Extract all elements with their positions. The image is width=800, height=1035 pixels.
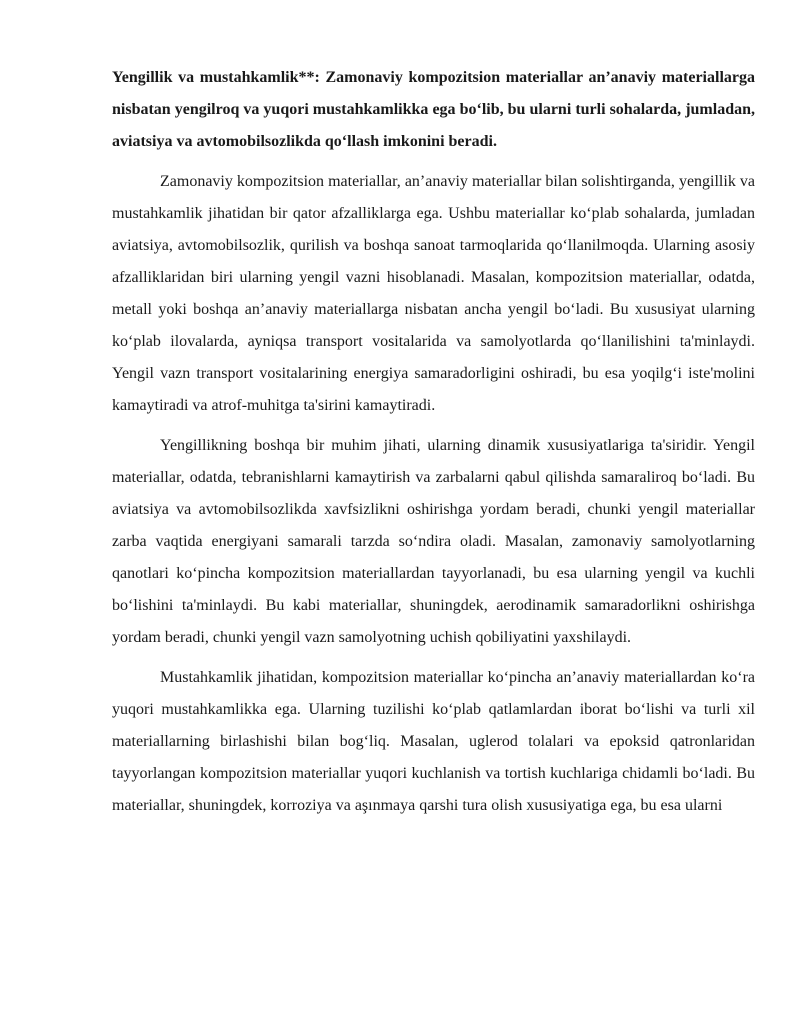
- heading-paragraph: Yengillik va mustahkamlik**: Zamonaviy kompozitsion materiallar an’anaviy materiallarga nisbatan yengilroq va yuqori mustahkamlikka ega bo‘lib, bu ularni turli sohalarda, jumladan, aviatsiya va avtomobilsozlikda qo‘llash imkonini beradi.: [112, 69, 755, 150]
- document-page: [112, 62, 755, 830]
- body-paragraph-3: Mustahkamlik jihatidan, kompozitsion materiallar ko‘pincha an’anaviy materiallardan ko‘ra yuqori mustahkamlikka ega. Ularning tuzilishi ko‘plab qatlamlardan iborat bo‘lishi va turli xil materiallarning birlashishi bilan bog‘liq. Masalan, uglerod tolalari va epoksid qatronlaridan tayyorlangan kompozitsion materiallar yuqori kuchlanish va tortish kuchlariga chidamli bo‘ladi. Bu materiallar, shuningdek, korroziya va aşınmaya qarshi tura olish xususiyatiga ega, bu esa ularni: [112, 669, 755, 814]
- body-paragraph-2: Yengillikning boshqa bir muhim jihati, ularning dinamik xususiyatlariga ta'siridir. Yengil materiallar, odatda, tebranishlarni kamaytirish va zarbalarni qabul qilishda samaraliroq bo‘ladi. Bu aviatsiya va avtomobilsozlikda xavfsizlikni oshirishga yordam beradi, chunki yengil materiallar zarba vaqtida energiyani samarali tarzda so‘ndira oladi. Masalan, zamonaviy samolyotlarning qanotlari ko‘pincha kompozitsion materiallardan tayyorlanadi, bu esa ularning yengil va kuchli bo‘lishini ta'minlaydi. Bu kabi materiallar, shuningdek, aerodinamik samaradorlikni oshirishga yordam beradi, chunki yengil vazn samolyotning uchish qobiliyatini yaxshilaydi.: [112, 437, 755, 646]
- body-paragraph-1: Zamonaviy kompozitsion materiallar, an’anaviy materiallar bilan solishtirganda, yengillik va mustahkamlik jihatidan bir qator afzalliklarga ega. Ushbu materiallar ko‘plab sohalarda, jumladan aviatsiya, avtomobilsozlik, qurilish va boshqa sanoat tarmoqlarida qo‘llanilmoqda. Ularning asosiy afzalliklaridan biri ularning yengil vazni hisoblanadi. Masalan, kompozitsion materiallar, odatda, metall yoki boshqa an’anaviy materiallarga nisbatan ancha yengil bo‘ladi. Bu xususiyat ularning ko‘plab ilovalarda, ayniqsa transport vositalarida va samolyotlarda qo‘llanilishini ta'minlaydi. Yengil vazn transport vositalarining energiya samaradorligini oshiradi, bu esa yoqilg‘i iste'molini kamaytiradi va atrof-muhitga ta'sirini kamaytiradi.: [112, 173, 755, 414]
